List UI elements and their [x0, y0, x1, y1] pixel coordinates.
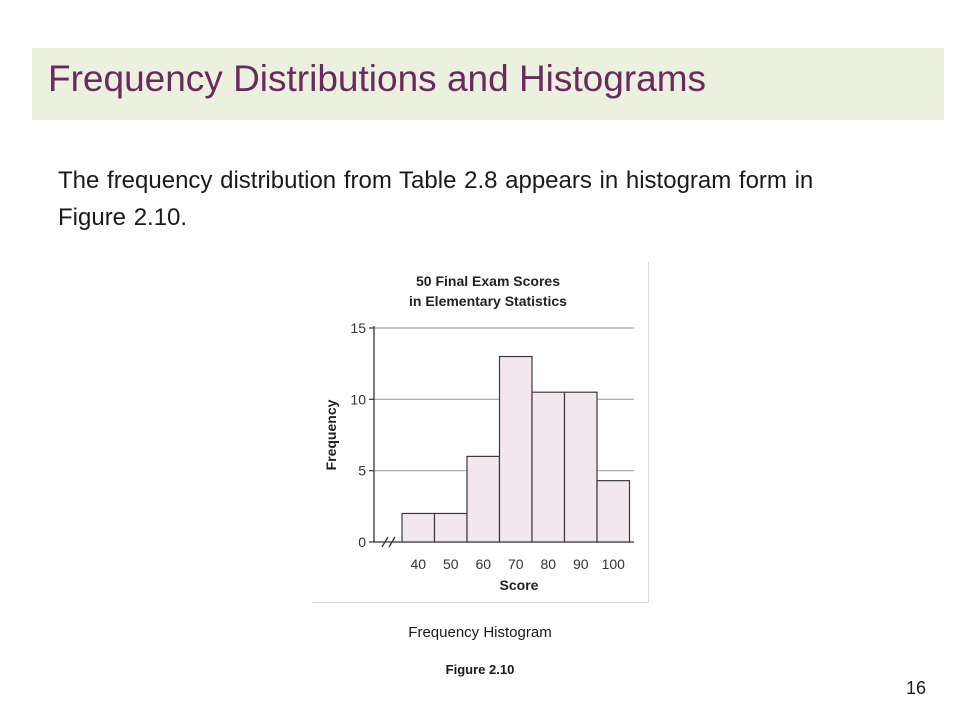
- histogram-bar: [402, 513, 435, 542]
- histogram-bar: [532, 392, 565, 542]
- slide-title: Frequency Distributions and Histograms: [48, 58, 707, 99]
- x-tick-label: 90: [572, 556, 589, 572]
- figure-caption: Frequency Histogram: [408, 624, 552, 641]
- x-tick-label: 80: [540, 556, 557, 572]
- histogram-svg: [312, 262, 648, 602]
- x-tick-label: 70: [507, 556, 524, 572]
- x-tick-label: 50: [442, 556, 459, 572]
- y-tick-label: 5: [358, 462, 366, 479]
- page-number: 16: [905, 678, 926, 698]
- histogram-bar: [565, 392, 598, 542]
- x-tick-label: 100: [601, 556, 625, 572]
- chart-title-line: 50 Final Exam Scores: [416, 273, 560, 289]
- x-tick-label: 60: [475, 556, 492, 572]
- histogram-bar: [500, 357, 533, 542]
- body-text: The frequency distribution from Table 2.8 appears in histogram form in Figure 2.10.: [58, 167, 814, 231]
- y-tick-label: 10: [350, 391, 366, 408]
- y-tick-label: 15: [350, 320, 366, 336]
- histogram-bar: [435, 513, 468, 542]
- x-axis-label: Score: [499, 577, 539, 593]
- histogram-chart: [312, 262, 649, 603]
- x-tick-label: 40: [410, 556, 427, 572]
- y-tick-label: 0: [358, 534, 366, 550]
- y-axis-label: Frequency: [323, 399, 339, 471]
- histogram-bar: [467, 456, 500, 542]
- figure-label: Figure 2.10: [445, 662, 515, 677]
- histogram-bar: [597, 481, 630, 542]
- chart-title-line: in Elementary Statistics: [409, 293, 567, 309]
